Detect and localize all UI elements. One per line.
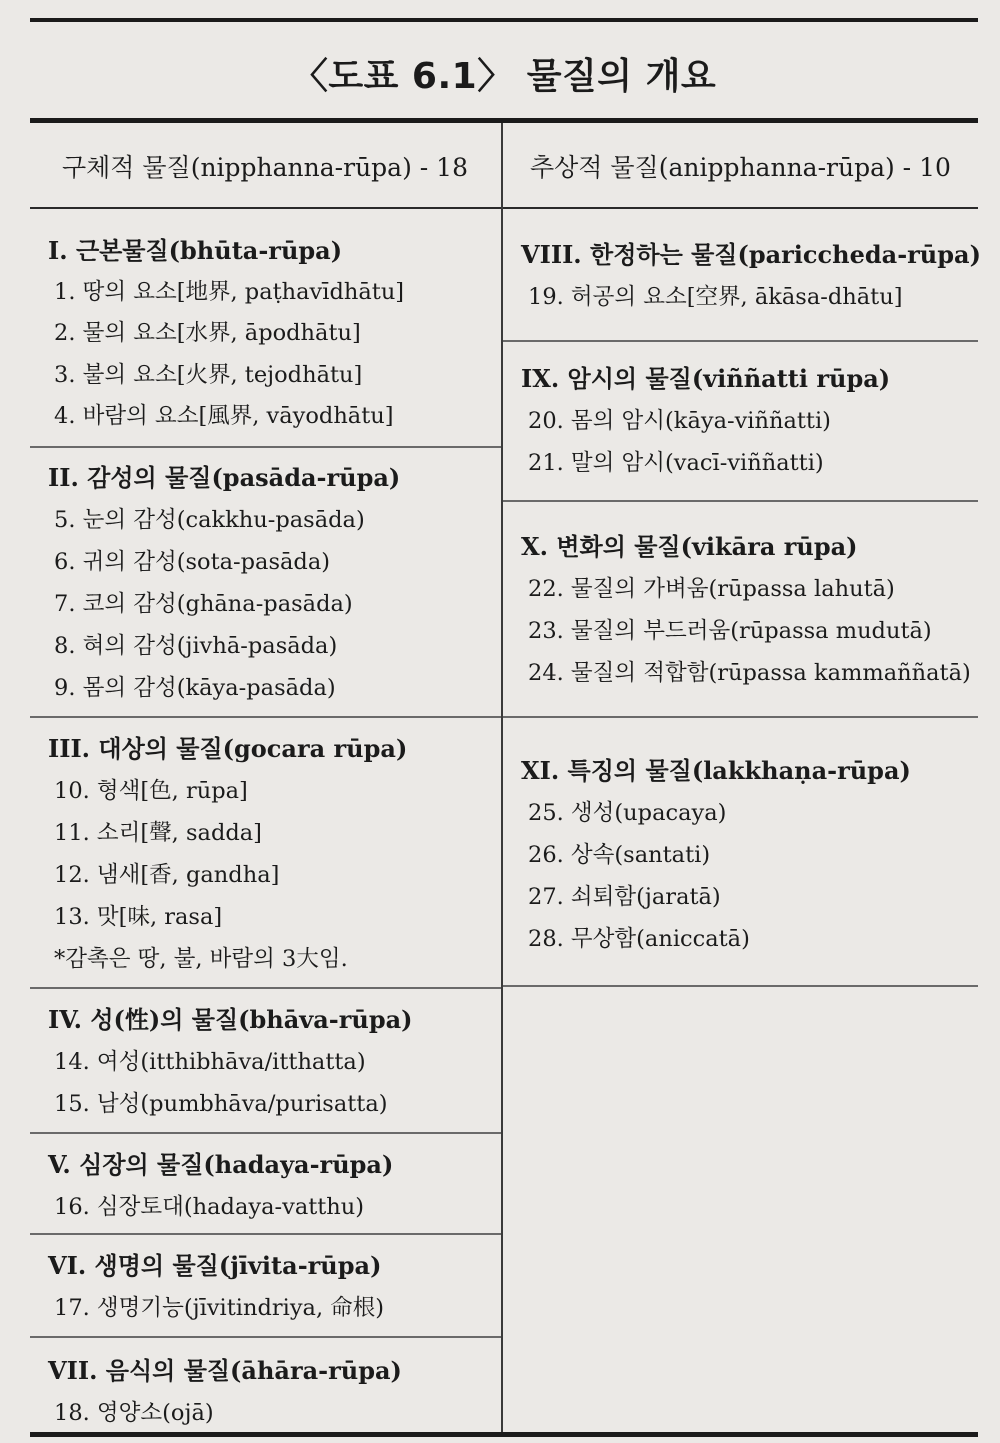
row-separator <box>503 340 978 342</box>
row-separator <box>30 1132 501 1134</box>
list-item: 5. 눈의 감성(cakkhu-pasāda) <box>54 507 365 533</box>
row-separator <box>30 1233 501 1235</box>
group-gocara-rupa <box>30 728 500 980</box>
group-title: IX. 암시의 물질(viññatti rūpa) <box>521 364 891 393</box>
list-item: 28. 무상함(aniccatā) <box>528 926 750 952</box>
list-item: 12. 냄새[香, gandha] <box>54 862 280 888</box>
list-item: 24. 물질의 적합함(rūpassa kammaññatā) <box>528 660 971 686</box>
list-item: 3. 불의 요소[火界, tejodhātu] <box>54 361 363 388</box>
list-item: 2. 물의 요소[水界, āpodhātu] <box>54 320 361 346</box>
list-item: 8. 혀의 감성(jivhā-pasāda) <box>54 633 338 659</box>
row-separator <box>503 985 978 987</box>
group-title: IV. 성(性)의 물질(bhāva-rūpa) <box>48 1005 413 1034</box>
header-rule <box>30 207 978 209</box>
group-hadaya-rupa <box>30 1144 500 1228</box>
group-title: VII. 음식의 물질(āhāra-rūpa) <box>48 1356 402 1385</box>
list-item: 13. 맛[味, rasa] <box>54 904 223 930</box>
group-pasada-rupa <box>30 457 500 709</box>
list-item: 6. 귀의 감성(sota-pasāda) <box>54 549 331 575</box>
list-item: 14. 여성(itthibhāva/itthatta) <box>54 1049 366 1075</box>
list-item: 4. 바람의 요소[風界, vāyodhātu] <box>54 403 394 429</box>
list-item: 22. 물질의 가벼움(rūpassa lahutā) <box>528 576 895 602</box>
row-separator <box>30 716 501 718</box>
list-item: 20. 몸의 암시(kāya-viññatti) <box>528 408 831 434</box>
list-item: 11. 소리[聲, sadda] <box>54 820 262 846</box>
list-item: 26. 상속(santati) <box>528 842 711 868</box>
table-title: 〈도표 6.1〉 물질의 개요 <box>291 56 717 97</box>
group-title: III. 대상의 물질(gocara rūpa) <box>48 734 408 763</box>
row-separator <box>503 500 978 502</box>
list-item: 15. 남성(pumbhāva/purisatta) <box>54 1091 388 1117</box>
row-separator <box>503 716 978 718</box>
group-jivita-rupa <box>30 1245 500 1329</box>
row-separator <box>30 1336 501 1338</box>
list-item: 27. 쇠퇴함(jaratā) <box>528 884 721 910</box>
list-item: 16. 심장토대(hadaya-vatthu) <box>54 1194 365 1220</box>
right-column-header: 추상적 물질(anipphanna-rūpa) - 10 <box>530 153 951 182</box>
group-bhava-rupa <box>30 999 500 1125</box>
group-bhuta-rupa <box>30 230 500 438</box>
list-item: 21. 말의 암시(vacī-viññatti) <box>528 450 824 476</box>
list-item: 17. 생명기능(jīvitindriya, 命根) <box>54 1295 385 1321</box>
list-item: 18. 영양소(ojā) <box>54 1400 214 1426</box>
list-item: 1. 땅의 요소[地界, paṭhavīdhātu] <box>54 278 405 305</box>
list-item: 10. 형색[色, rūpa] <box>54 778 248 804</box>
list-item: 25. 생성(upacaya) <box>528 800 727 826</box>
footnote: *감촉은 땅, 불, 바람의 3大임. <box>54 946 348 972</box>
row-separator <box>30 446 501 448</box>
left-column-header: 구체적 물질(nipphanna-rūpa) - 18 <box>62 153 468 182</box>
group-title: VI. 생명의 물질(jīvita-rūpa) <box>48 1251 382 1280</box>
group-title: I. 근본물질(bhūta-rūpa) <box>48 236 343 265</box>
group-vinnatti-rupa <box>503 358 978 484</box>
title-rule <box>30 118 978 123</box>
group-title: XI. 특징의 물질(lakkhaṇa-rūpa) <box>521 756 911 785</box>
group-title: X. 변화의 물질(vikāra rūpa) <box>521 532 858 561</box>
group-ahara-rupa <box>30 1350 500 1434</box>
group-lakkhana-rupa <box>503 750 978 960</box>
list-item: 7. 코의 감성(ghāna-pasāda) <box>54 591 353 617</box>
group-pariccheda-rupa <box>503 234 981 318</box>
group-vikara-rupa <box>503 526 978 694</box>
bottom-rule <box>30 1432 978 1437</box>
group-title: II. 감성의 물질(pasāda-rūpa) <box>48 463 401 492</box>
group-title: V. 심장의 물질(hadaya-rūpa) <box>48 1150 394 1179</box>
list-item: 9. 몸의 감성(kāya-pasāda) <box>54 675 336 701</box>
group-title: VIII. 한정하는 물질(paricchedа-rūpa) <box>521 240 981 269</box>
top-rule <box>30 18 978 22</box>
list-item: 19. 허공의 요소[空界, ākāsa-dhātu] <box>528 284 903 310</box>
list-item: 23. 물질의 부드러움(rūpassa mudutā) <box>528 618 932 644</box>
row-separator <box>30 987 501 989</box>
